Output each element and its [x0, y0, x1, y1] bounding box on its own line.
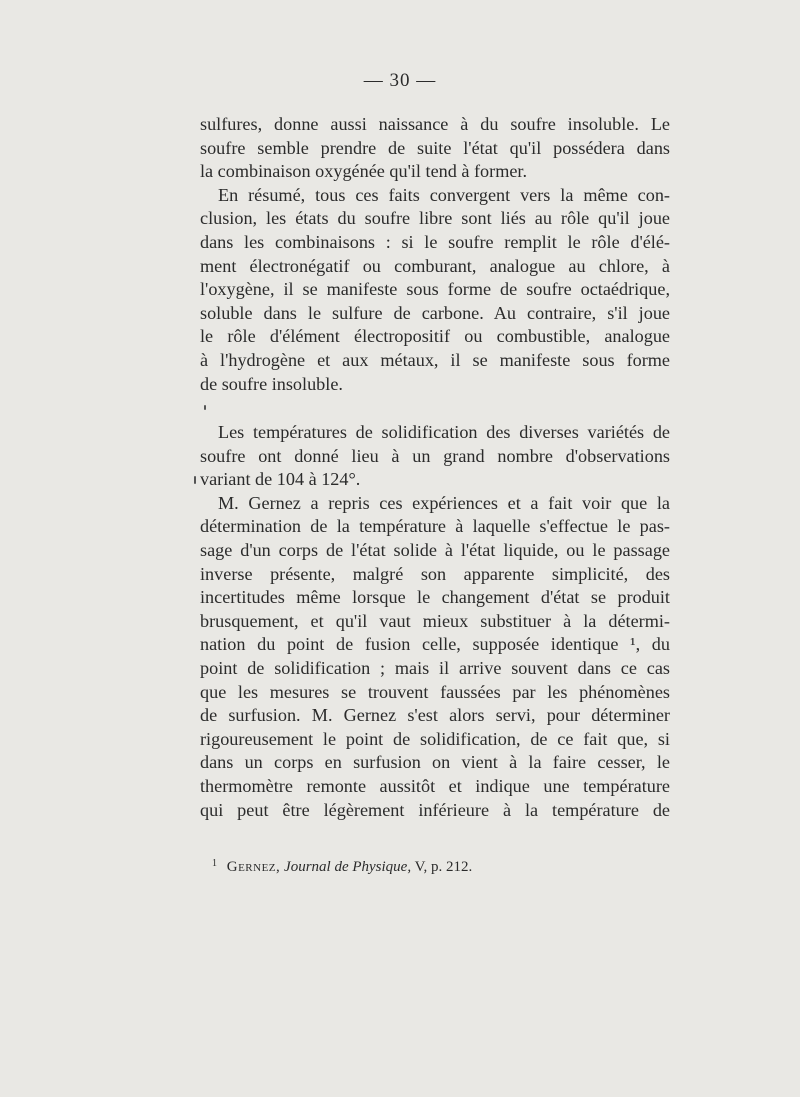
text-line: à l'hydrogène et aux métaux, il se manifeste sous forme [200, 349, 670, 370]
footnote-author: Gernez, [226, 859, 281, 875]
text-line: sulfures, donne aussi naissance à du soufre insoluble. Le [200, 114, 670, 134]
text-line: M. Gernez a repris ces expériences et a fait voir que la [218, 492, 670, 513]
text-line: détermination de la température à laquelle s'effectue le pas- [200, 516, 670, 537]
text-line: soufre semble prendre de suite l'état qu'il possédera dans [200, 137, 670, 158]
text-line: En résumé, tous ces faits convergent vers la même con- [218, 184, 670, 205]
footnote [212, 858, 472, 876]
footnote-marker: 1 [212, 858, 217, 869]
text-line: brusquement, et qu'il vaut mieux substituer à la détermi- [200, 610, 670, 631]
page-number: — 30 — [363, 70, 437, 91]
text-line: dans les combinaisons : si le soufre remplit le rôle d'élé- [200, 231, 670, 252]
text-line: Les températures de solidification des diverses variétés de [218, 422, 670, 442]
text-line: de surfusion. M. Gernez s'est alors servi, pour déterminer [200, 705, 670, 726]
text-line: incertitudes même lorsque le changement d'état se produit [200, 587, 670, 608]
text-line: soluble dans le sulfure de carbone. Au contraire, s'il joue [200, 302, 670, 323]
text-line: qui peut être légèrement inférieure à la température de [200, 799, 670, 820]
text-line: thermomètre remonte aussitôt et indique une température [200, 775, 670, 796]
text-line: de soufre insoluble. [200, 373, 343, 394]
print-speck [204, 405, 206, 410]
text-line: dans un corps en surfusion on vient à la faire cesser, le [200, 752, 670, 773]
text-line: rigoureusement le point de solidification, de ce fait que, si [200, 728, 670, 749]
text-line: clusion, les états du soufre libre sont liés au rôle qu'il joue [200, 208, 670, 229]
text-block-bottom [200, 421, 670, 822]
text-line: l'oxygène, il se manifeste sous forme de soufre octaédrique, [200, 279, 670, 300]
text-line: nation du point de fusion celle, supposée identique ¹, du [200, 634, 670, 655]
text-line: variant de 104 à 124°. [200, 469, 361, 490]
text-block-top [200, 113, 670, 396]
text-line: le rôle d'élément électropositif ou combustible, analogue [200, 326, 670, 347]
footnote-reference: V, p. 212. [414, 859, 473, 875]
text-line: point de solidification ; mais il arrive souvent dans ce cas [200, 657, 670, 678]
text-line: soufre ont donné lieu à un grand nombre d'observations [200, 445, 670, 466]
text-line: sage d'un corps de l'état solide à l'état liquide, ou le passage [200, 539, 670, 560]
text-line: la combinaison oxygénée qu'il tend à former. [200, 161, 528, 182]
text-line: ment électronégatif ou comburant, analogue au chlore, à [200, 255, 670, 276]
print-speck [194, 476, 196, 484]
text-line: que les mesures se trouvent faussées par les phénomènes [200, 681, 670, 702]
text-line: inverse présente, malgré son apparente simplicité, des [200, 563, 670, 584]
footnote-journal: Journal de Physique, [284, 859, 412, 875]
